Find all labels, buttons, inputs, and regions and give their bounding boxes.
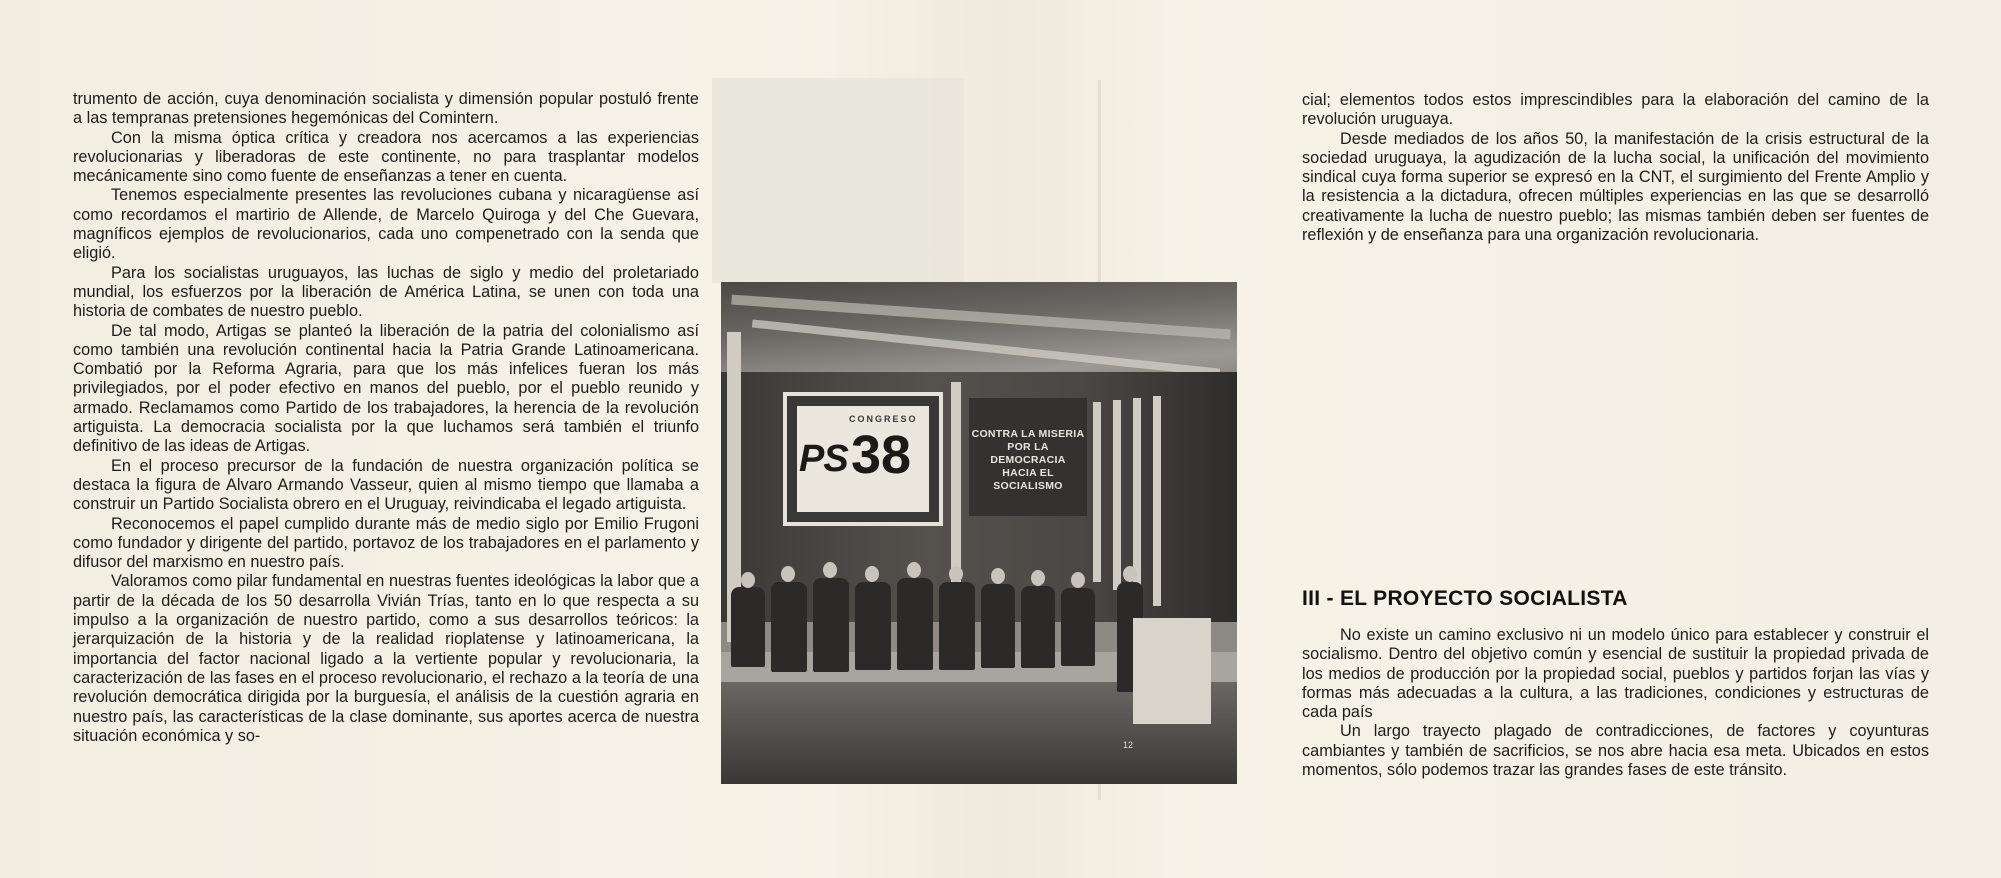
photo-person-head — [781, 566, 795, 582]
section-text — [1302, 626, 1929, 780]
paragraph: cial; elementos todos estos imprescindibles para la elaboración del camino de la revolución uruguaya. — [1302, 91, 1929, 129]
photo-person-head — [991, 568, 1005, 584]
paragraph: De tal modo, Artigas se planteó la liberación de la patria del colonialismo así como también una revolución continental hacia la Patria Grande Latinoamericana. Combatió por la Reforma Agraria, para que los más infelices fueran los más privilegiados, por el poder efectivo en manos del pueblo, por el pueblo reunido y armado. Reclamamos como Partido de los trabajadores, la herencia de la revolución artiguista. La democracia socialista por la que luchamos será también el triunfo definitivo de las ideas de Artigas. — [73, 321, 699, 456]
photo-person — [981, 584, 1015, 668]
photo-person-head — [949, 566, 963, 582]
photo-person — [897, 578, 933, 670]
sign-ps-label: PS — [799, 438, 848, 480]
photo-person-head — [865, 566, 879, 582]
paragraph: No existe un camino exclusivo ni un modelo único para establecer y construir el socialismo. Dentro del objetivo común y esencial de sustituir la propiedad privada de los medios de producción por la propiedad social, pueblos y partidos forjan las vías y formas más adecuadas a la cultura, a las tradiciones, condiciones y estructuras de cada país — [1302, 626, 1929, 722]
photo-person-head — [1071, 572, 1085, 588]
photo-person-head — [1123, 566, 1137, 582]
paragraph: Para los socialistas uruguayos, las luchas de siglo y medio del proletariado mundial, los esfuerzos por la liberación de América Latina, se unen con toda una historia de combates de nuestro pueblo. — [73, 263, 699, 321]
left-page-text — [73, 90, 699, 746]
photo-pillar — [951, 382, 961, 592]
photo-person — [1061, 588, 1095, 666]
banner-line: CONTRA LA MISERIA — [971, 428, 1085, 440]
paragraph: trumento de acción, cuya denominación socialista y dimensión popular postuló frente a las tempranas pretensiones hegemónicas del Comintern. — [73, 90, 699, 128]
paragraph: Reconocemos el papel cumplido durante más de medio siglo por Emilio Frugoni como fundador y dirigente del partido, portavoz de los trabajadores en el parlamento y difusor del marxismo en nuestro país. — [73, 514, 699, 572]
photo-person — [1021, 586, 1055, 668]
photo-person — [813, 578, 849, 672]
congress-photo — [721, 282, 1237, 784]
paragraph: Desde mediados de los años 50, la manifestación de la crisis estructural de la sociedad uruguaya, la agudización de la lucha social, la unificación del movimiento sindical cuya forma superior se expresó en la CNT, el surgimiento del Frente Amplio y la resistencia a la dictadura, ofrecen múltiples experiencias en las que se desarrolló creativamente la lucha de nuestro pueblo; las mismas también deben ser fuentes de reflexión y de enseñanza para una organización revolucionaria. — [1302, 129, 1929, 245]
paragraph: Tenemos especialmente presentes las revoluciones cubana y nicaragüense así como recordamos el martirio de Allende, de Marcelo Quiroga y del Che Guevara, magníficos ejemplos de revolucionarios, cada uno compenetrado con la senda que eligió. — [73, 186, 699, 263]
photo-pillar — [1153, 396, 1161, 606]
paragraph: En el proceso precursor de la fundación de nuestra organización política se destaca la figura de Alvaro Armando Vasseur, quien al mismo tiempo que llamaba a construir un Partido Socialista obrero en el Uruguay, reivindicaba el legado artiguista. — [73, 456, 699, 514]
sign-number: 38 — [851, 425, 912, 485]
bleed-through-shadow — [712, 78, 964, 283]
banner-line: POR LA DEMOCRACIA — [990, 441, 1066, 466]
photo-page-mark: 12 — [1123, 740, 1134, 750]
photo-person — [731, 587, 765, 667]
sign-congress-label: CONGRESO — [849, 414, 918, 424]
paragraph: Un largo trayecto plagado de contradicciones, de factores y coyunturas cambiantes y también de sacrificios, se nos abre hacia esa meta. Ubicados en estos momentos, sólo podemos trazar las grandes fases de este tránsito. — [1302, 722, 1929, 780]
slogan-banner — [969, 398, 1087, 516]
photo-person-head — [823, 562, 837, 578]
right-page-text — [1302, 91, 1929, 245]
photo-person — [771, 582, 807, 672]
paragraph: Valoramos como pilar fundamental en nuestras fuentes ideológicas la labor que a partir de la década de los 50 desarrolla Vivián Trías, tanto en lo que respecta a su impulso a la organización de nuestro partido, como a sus desarrollos teóricos: la jerarquización de la historia y de la realidad rioplatense y latinoamericana, la importancia del factor nacional ligado a la vertiente popular y revolucionaria, la caracterización de las fases en el proceso revolucionario, el rechazo a la teoría de una revolución democrática dirigida por la burguesía, el análisis de la cuestión agraria en nuestro país, las características de la clase dominante, sus aportes acerca de nuestra situación económica y so- — [73, 572, 699, 745]
photo-person-head — [907, 562, 921, 578]
photo-pillar — [1093, 402, 1101, 582]
ps-congress-sign — [783, 392, 943, 526]
photo-pillar — [1113, 400, 1121, 590]
photo-person-head — [741, 572, 755, 588]
paragraph: Con la misma óptica crítica y creadora nos acercamos a las experiencias revolucionarias y liberadoras de este continente, no para trasplantar modelos mecánicamente sino como fuente de enseñanzas a tener en cuenta. — [73, 128, 699, 186]
photo-person — [855, 582, 891, 670]
photo-podium — [1133, 618, 1211, 724]
section-heading: III - EL PROYECTO SOCIALISTA — [1302, 587, 1628, 610]
photo-person-head — [1031, 570, 1045, 586]
banner-line: HACIA EL SOCIALISMO — [993, 467, 1063, 492]
photo-person — [939, 582, 975, 670]
